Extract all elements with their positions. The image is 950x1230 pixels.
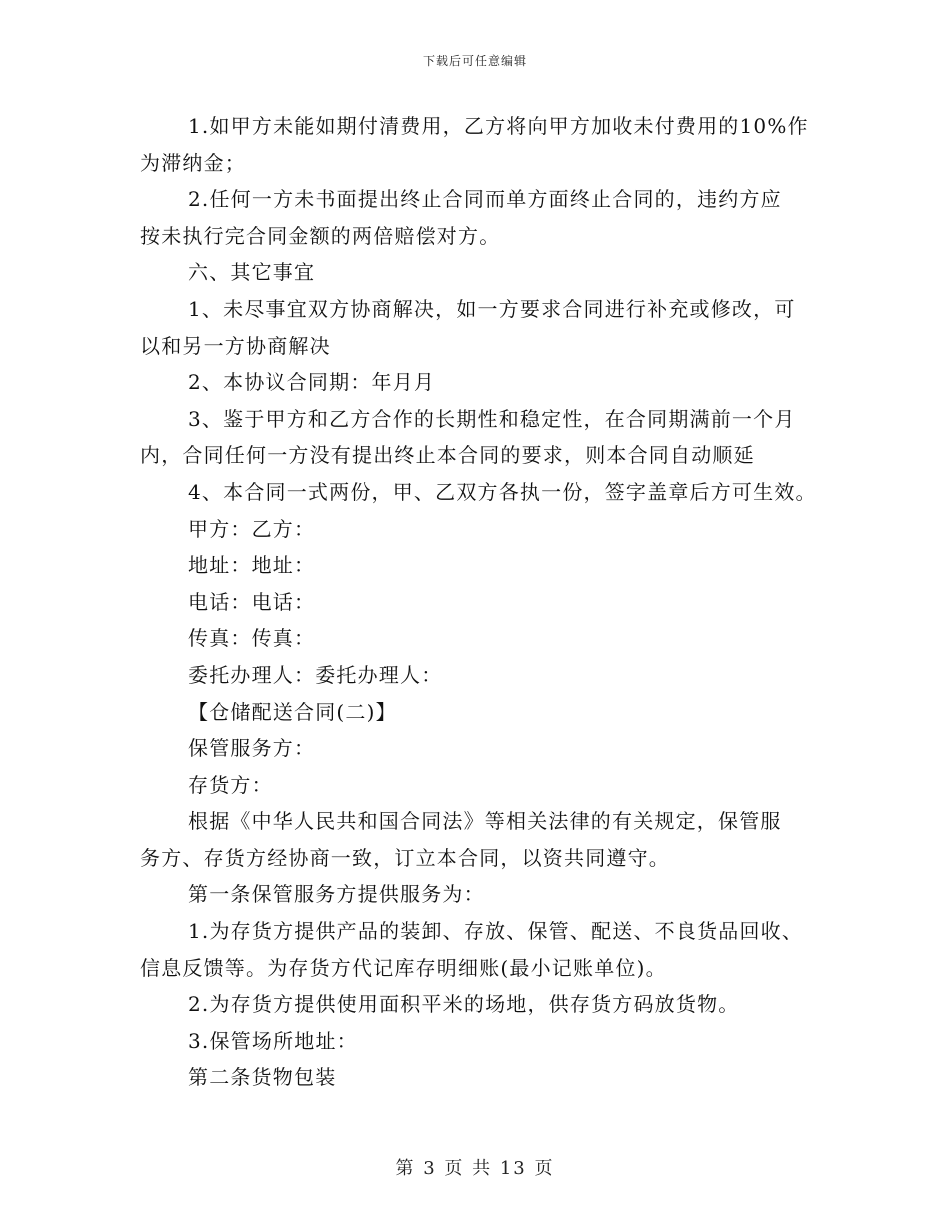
section-six-heading (140, 254, 830, 291)
text-line: 1.为存货方提供产品的装卸、存放、保管、配送、不良货品回收、 (188, 919, 804, 944)
article-two-heading (140, 1059, 830, 1096)
fax-line (140, 620, 830, 657)
text-line: 3.保管场所地址： (188, 1028, 358, 1053)
text-line: 按未执行完合同金额的两倍赔偿对方。 (140, 223, 501, 248)
text-line: 4、本合同一式两份，甲、乙双方各执一份，签字盖章后方可生效。 (188, 479, 817, 504)
document-body (140, 108, 830, 1096)
page-header: 下载后可任意编辑 (422, 54, 527, 68)
text-line: 1、未尽事宜双方协商解决，如一方要求合同进行补充或修改，可 (188, 296, 796, 321)
text-line: 传真：传真： (188, 626, 316, 651)
text-line: 委托办理人：委托办理人： (188, 662, 443, 687)
text-line: 2.为存货方提供使用面积平米的场地，供存货方码放货物。 (188, 992, 740, 1017)
clause-late-payment (140, 108, 830, 181)
text-line: 存货方： (188, 772, 273, 797)
text-line: 2、本协议合同期：年月月 (188, 370, 436, 395)
text-line: 甲方：乙方： (188, 516, 316, 541)
text-line: 【仓储配送合同(二)】 (188, 699, 397, 724)
article-one-heading (140, 876, 830, 913)
text-line: 1.如甲方未能如期付清费用，乙方将向甲方加收未付费用的10%作 (188, 114, 809, 138)
article-one-item-1 (140, 913, 830, 986)
text-line: 电话：电话： (188, 589, 316, 614)
text-line: 第二条货物包装 (188, 1065, 337, 1090)
other-item-2 (140, 364, 830, 401)
text-line: 以和另一方协商解决 (140, 333, 331, 358)
text-line: 六、其它事宜 (188, 260, 316, 285)
custodian-line (140, 730, 830, 767)
other-item-3 (140, 401, 830, 474)
preamble (140, 803, 830, 876)
text-line: 第一条保管服务方提供服务为： (188, 882, 485, 907)
phone-line (140, 584, 830, 621)
article-one-item-2 (140, 986, 830, 1023)
contract-two-title (140, 694, 830, 731)
text-line: 保管服务方： (188, 736, 316, 761)
other-item-4 (140, 474, 830, 511)
clause-breach (140, 181, 830, 254)
text-line: 地址：地址： (188, 553, 316, 578)
address-line (140, 547, 830, 584)
article-one-item-3 (140, 1023, 830, 1060)
text-line: 3、鉴于甲方和乙方合作的长期性和稳定性，在合同期满前一个月 (188, 406, 796, 431)
party-line (140, 511, 830, 548)
text-line: 根据《中华人民共和国合同法》等相关法律的有关规定，保管服 (188, 809, 782, 834)
text-line: 务方、存货方经协商一致，订立本合同，以资共同遵守。 (140, 845, 670, 870)
depositor-line (140, 767, 830, 804)
text-line: 信息反馈等。为存货方代记库存明细账(最小记账单位)。 (140, 955, 667, 980)
page-footer: 第 3 页 共 13 页 (395, 1158, 555, 1179)
text-line: 为滞纳金； (140, 150, 246, 175)
agent-line (140, 657, 830, 694)
text-line: 2.任何一方未书面提出终止合同而单方面终止合同的，违约方应 (188, 187, 782, 212)
text-line: 内，合同任何一方没有提出终止本合同的要求，则本合同自动顺延 (140, 443, 755, 468)
other-item-1 (140, 291, 830, 364)
